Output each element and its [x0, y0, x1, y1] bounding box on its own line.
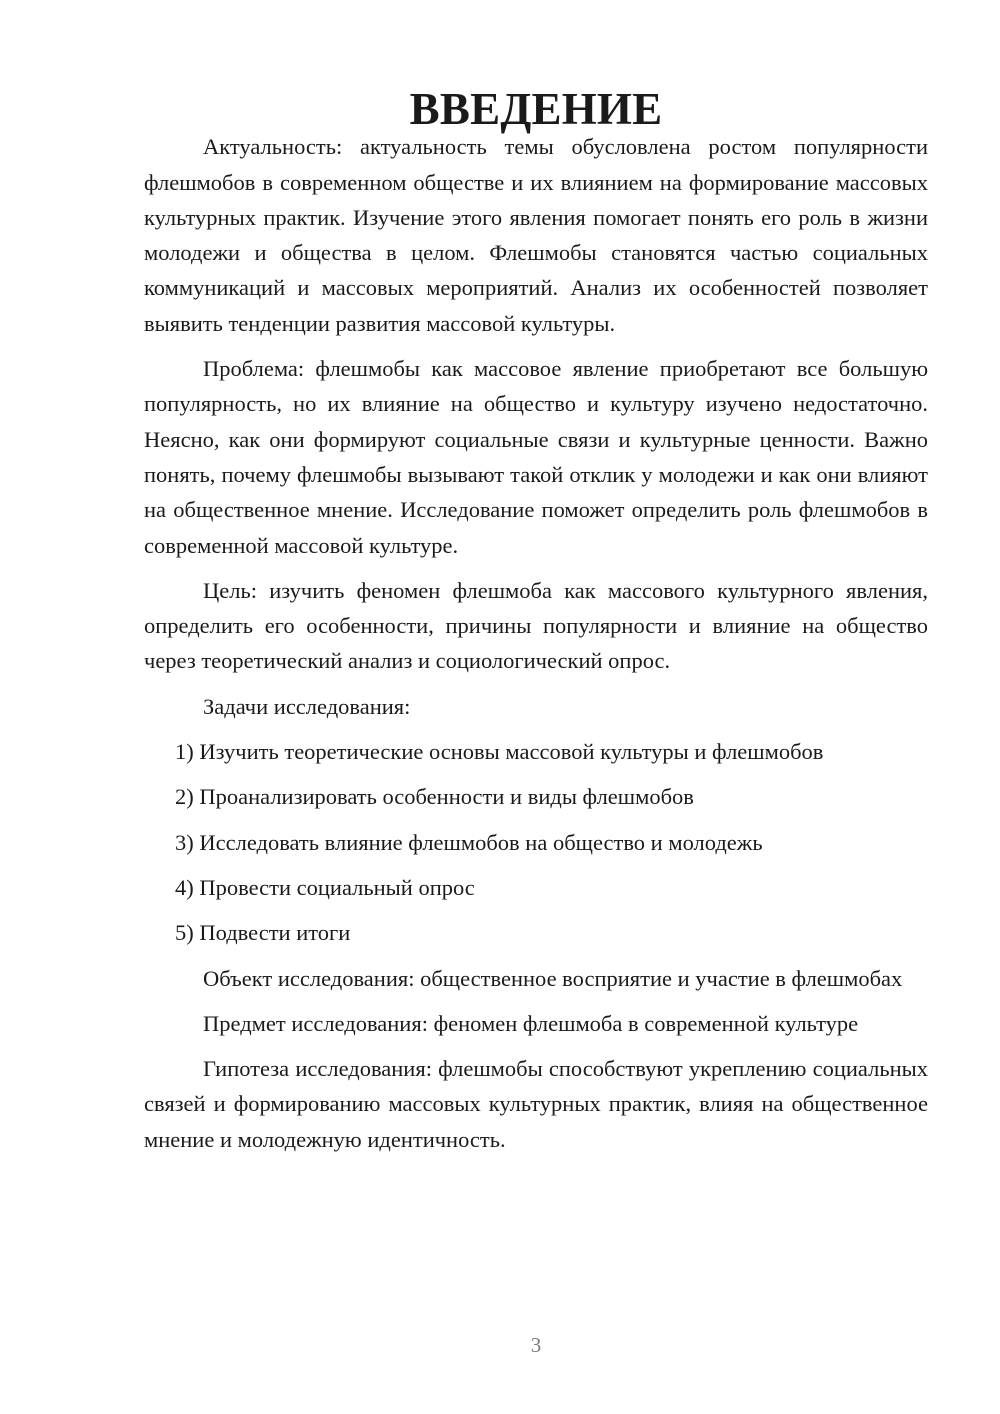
section-title: ВВЕДЕНИЕ	[409, 84, 663, 134]
goal-paragraph: Цель: изучить феномен флешмоба как массового культурного явления, определить его особенности, причины популярности и влияние на общество через теоретический анализ и социологический опрос.	[144, 577, 928, 674]
tasks-heading: Задачи исследования:	[203, 693, 411, 719]
task-item-3: 3) Исследовать влияние флешмобов на общество и молодежь	[175, 829, 763, 855]
tasks-list	[144, 734, 928, 950]
object-paragraph: Объект исследования: общественное восприятие и участие в флешмобах	[203, 965, 903, 991]
task-item-1: 1) Изучить теоретические основы массовой культуры и флешмобов	[175, 739, 824, 765]
task-item-4: 4) Провести социальный опрос	[175, 874, 475, 900]
page-number: 3	[530, 1333, 542, 1357]
task-item-5: 5) Подвести итоги	[175, 920, 351, 946]
hypothesis-paragraph: Гипотеза исследования: флешмобы способствуют укреплению социальных связей и формированию массовых культурных практик, влияя на общественное мнение и молодежную идентичность.	[144, 1056, 928, 1152]
problem-paragraph: Проблема: флешмобы как массовое явление приобретают все большую популярность, но их влияние на общество и культуру изучено недостаточно. Неясно, как они формируют социальные связи и культурные ценности. Важно понять, почему флешмобы вызывают такой отклик у молодежи и как они влияют на общественное мнение. Исследование поможет определить роль флешмобов в современной массовой культуре.	[144, 356, 928, 558]
task-item-2: 2) Проанализировать особенности и виды флешмобов	[175, 784, 694, 810]
page-content	[144, 84, 928, 1167]
subject-paragraph: Предмет исследования: феномен флешмоба в современной культуре	[203, 1010, 859, 1036]
relevance-paragraph: Актуальность: актуальность темы обусловлена ростом популярности флешмобов в современном обществе и их влиянием на формирование массовых культурных практик. Изучение этого явления помогает понять его роль в жизни молодежи и общества в целом. Флешмобы становятся частью социальных коммуникаций и массовых мероприятий. Анализ их особенностей позволяет выявить тенденции развития массовой культуры.	[144, 134, 928, 336]
